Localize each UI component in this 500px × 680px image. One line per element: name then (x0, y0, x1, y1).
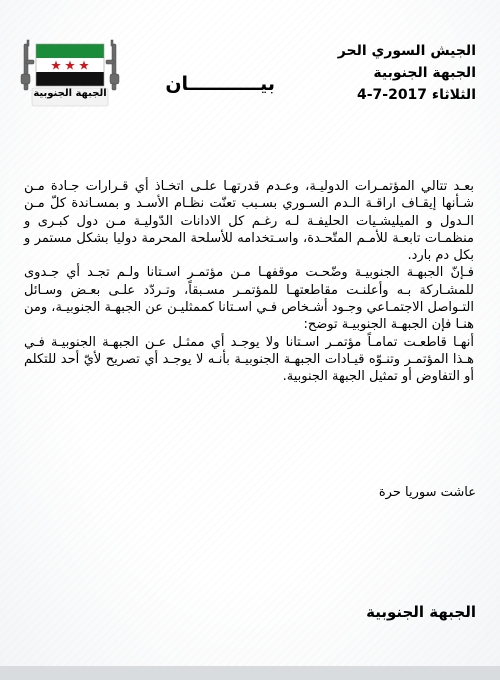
body-paragraph-1: بعـد تتالي المؤتمـرات الدوليـة، وعـدم قدرتهـا علـى اتخـاذ أي قـرارات جـادة مـن شـأنها إيقـاف اراقـة الـدم السـوري بسـبب تعنّت نظـام الأسـد و بمسـاندة كلّ مـن الـدول و الميليشـيات الحليفـة لـه رغـم كل الادانات الدّوليـة مـن دول كبـرى و منظمـات تابعـة للأمـم المتّحـدة، واسـتخدامه للأسلحة المحرمة دوليا بشكل مستمر و بكل دم بارد. (24, 179, 474, 264)
body-paragraph-2: فـإنّ الجبهـة الجنوبيـة وضّحـت موقفهـا مـن مؤتمـر اسـتانا ولـم تجـد أي جـدوى للمشـاركة بـه وأعلنـت مقاطعتهـا للمؤتمـر مسـبقاً، وتـردّد علـى بعـض وسـائل التـواصل الاجتمـاعي وجـود أشـخاص فـي اسـتانا كممثليـن عن الجبهـة الجنوبيـة، ومن هنـا فإن الجبهـة الجنوبيـة توضح: (24, 265, 474, 333)
header-block (276, 40, 476, 106)
header-org: الجيش السوري الحر (337, 43, 476, 59)
closing-line: عاشت سوريا حرة (378, 485, 476, 500)
logo-caption: الجبهة الجنوبية (33, 88, 107, 99)
statement-title: بيـــــــــــان (165, 73, 275, 95)
signature: الجبهة الجنوبية (366, 603, 476, 621)
footer-bar (0, 666, 500, 680)
body-paragraph-3: أنهـا قاطعـت تمامـاً مؤتمـر اسـتانا ولا يوجـد أي ممثـل عـن الجبهـة الجنوبيـة فـي هـذا المؤتمـر وتنـوّه قيـادات الجبهـة الجنوبيـة بأنـه لا يوجـد أي تصريح لأيّ أحد للتكلم أو التفاوض أو تمثيل الجبهة الجنوبية. (24, 334, 474, 385)
header-front: الجبهة الجنوبية (373, 65, 476, 81)
statement-body (24, 178, 474, 386)
header-date: الثلاثاء 2017-7-4 (356, 87, 476, 103)
